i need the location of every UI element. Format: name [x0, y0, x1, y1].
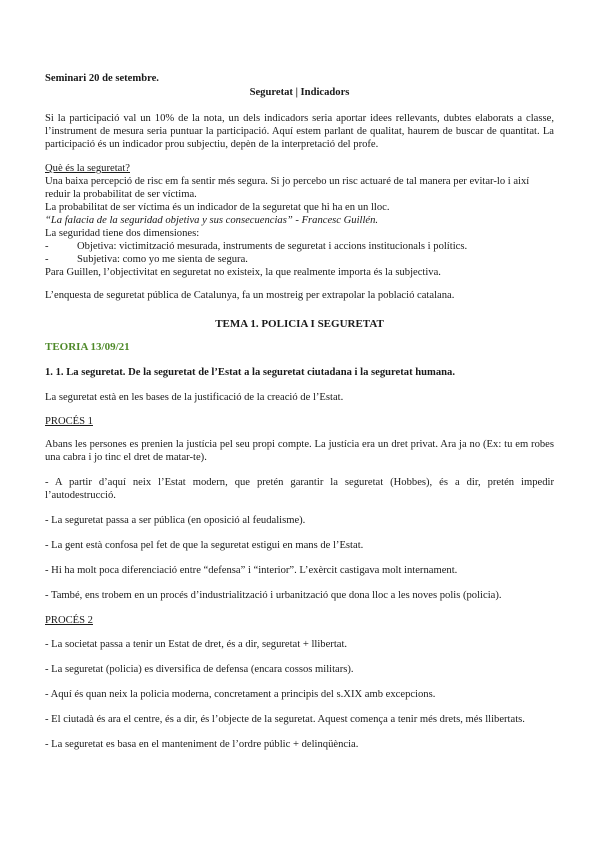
process-2-heading: PROCÉS 2: [45, 615, 93, 626]
survey-paragraph: L’enquesta de seguretat pública de Catalunya, fa un mostreig per extrapolar la població catalana.: [45, 290, 455, 301]
what-is-security-section: [45, 162, 554, 279]
process-2-paragraph-4: - El ciutadà és ara el centre, és a dir, és l’objecte de la seguretat. Aquest comença a tenir més drets, més llibertats.: [45, 714, 525, 725]
dimension-item-text: Objetiva: victimització mesurada, instruments de seguretat i accions institucionals i polítics.: [77, 241, 468, 252]
list-dash: -: [45, 241, 49, 252]
document-subtitle: Seguretat | Indicadors: [249, 87, 350, 98]
section-title: 1. 1. La seguretat. De la seguretat de l’Estat a la seguretat ciutadana i la seguretat humana.: [45, 367, 455, 378]
process-1-paragraph-6: - També, ens trobem en un procés d’industrialització i urbanització que dona lloc a les noves polis (policia).: [45, 590, 502, 601]
dimensions-intro: La seguridad tiene dos dimensiones:: [45, 228, 200, 239]
list-dash: -: [45, 254, 49, 265]
what-is-security-heading: Què és la seguretat?: [45, 163, 131, 174]
guillen-quote: “La falacia de la seguridad objetiva y sus consecuencias” - Francesc Guillén.: [45, 215, 379, 226]
process-1-paragraph-5: - Hi ha molt poca diferenciació entre “defensa” i “interior”. L’exèrcit castigava molt internament.: [45, 565, 458, 576]
guillen-conclusion: Para Guillen, l’objectivitat en seguretat no existeix, la que realmente importa és la subjectiva.: [45, 267, 441, 278]
victim-probability-text: La probabilitat de ser víctima és un indicador de la seguretat que hi ha en un lloc.: [45, 202, 390, 213]
process-1-heading: PROCÉS 1: [45, 416, 93, 427]
chapter-title: TEMA 1. POLICIA I SEGURETAT: [215, 318, 384, 330]
dimension-item-text: Subjetiva: como yo me sienta de segura.: [77, 254, 248, 265]
theory-date-heading: TEORIA 13/09/21: [45, 341, 130, 353]
seminar-heading: Seminari 20 de setembre.: [45, 73, 159, 84]
process-1-paragraph-2: - A partir d’aquí neix l’Estat modern, que pretén garantir la seguretat (Hobbes), és a dir, pretén impedir l’autodestrucció.: [45, 477, 554, 501]
process-1-paragraph-4: - La gent està confosa pel fet de que la seguretat estigui en mans de l’Estat.: [45, 540, 364, 551]
process-2-paragraph-5: - La seguretat es basa en el manteniment de l’ordre públic + delinqüència.: [45, 739, 359, 750]
process-1-paragraph-3: - La seguretat passa a ser pública (en oposició al feudalisme).: [45, 515, 306, 526]
risk-perception-text: Una baixa percepció de risc em fa sentir més segura. Si jo percebo un risc actuaré de tal manera per evitar-lo i així reduir la probabilitat de ser víctima.: [45, 176, 530, 200]
intro-paragraph: Si la participació val un 10% de la nota, un dels indicadors seria aportar idees rellevants, dubtes elaborats a classe, l’instrument de mesura seria puntuar la participació. Aquí estem parlant de qualitat, haurem de buscar de quantitat. La participació és un indicador prou subjectiu, depèn de la interpretació del profe.: [45, 113, 554, 150]
process-1-paragraph-1: Abans les persones es prenien la justícia pel seu propi compte. La justícia era un dret privat. Ara ja no (Ex: tu em robes una cabra i jo tinc el dret de matar-te).: [45, 439, 554, 463]
section-intro: La seguretat està en les bases de la justificació de la creació de l’Estat.: [45, 392, 344, 403]
dimension-item-objective: [45, 240, 554, 253]
process-2-paragraph-3: - Aquí és quan neix la policia moderna, concretament a principis del s.XIX amb excepcions.: [45, 689, 436, 700]
process-2-paragraph-2: - La seguretat (policia) es diversifica de defensa (encara cossos militars).: [45, 664, 354, 675]
process-2-paragraph-1: - La societat passa a tenir un Estat de dret, és a dir, seguretat + llibertat.: [45, 639, 348, 650]
dimension-item-subjective: [45, 253, 554, 266]
